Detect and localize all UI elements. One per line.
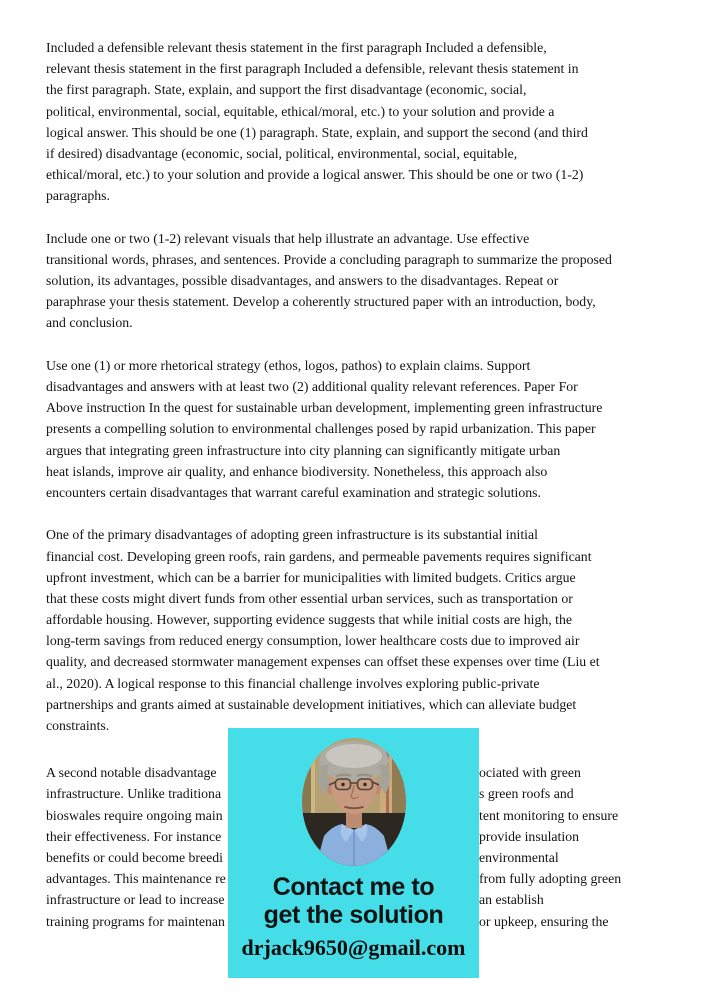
text-line: solution, its advantages, possible disadvantages, and answers to the disadvantages. Repeat or: [46, 273, 559, 289]
text-line: disadvantages and answers with at least two (2) additional quality relevant references. Paper For: [46, 379, 578, 394]
promo-text-line1: Contact me to: [272, 873, 435, 901]
text-line: Above instruction In the quest for sustainable urban development, implementing green infrastructure: [46, 400, 603, 416]
text-line: al., 2020). A logical response to this financial challenge involves exploring public-private: [46, 675, 540, 691]
text-fragment-left: infrastructure or lead to increase: [46, 892, 225, 908]
text-line: ethical/moral, etc.) to your solution and provide a logical answer. This should be one or two (1-2): [46, 167, 584, 183]
tutor-portrait-photo: [302, 738, 406, 866]
text-line: encounters certain disadvantages that warrant careful examination and strategic solutions.: [46, 484, 541, 500]
text-fragment-right: from fully adopting green: [479, 871, 622, 887]
text-line: paraphrase your thesis statement. Develop a coherently structured paper with an introduction, body,: [46, 294, 596, 310]
paragraph-3: [46, 355, 662, 503]
text-fragment-right: s green roofs and: [479, 786, 574, 802]
text-line: partnerships and grants aimed at sustainable development initiatives, which can alleviate budget: [46, 696, 577, 712]
text-line: presents a compelling solution to environmental challenges posed by rapid urbanization. This paper: [46, 421, 596, 437]
paragraph-4: [46, 524, 662, 736]
text-line: One of the primary disadvantages of adopting green infrastructure is its substantial initial: [46, 527, 538, 543]
text-line: political, environmental, social, equitable, ethical/moral, etc.) to your solution and provide a: [46, 103, 555, 119]
text-fragment-left: their effectiveness. For instance: [46, 828, 222, 844]
text-fragment-right: tent monitoring to ensure: [479, 807, 619, 823]
text-fragment-left: benefits or could become breedi: [46, 849, 223, 865]
text-line: logical answer. This should be one (1) paragraph. State, explain, and support the second (and third: [46, 124, 588, 140]
text-line: heat islands, improve air quality, and enhance biodiversity. Nonetheless, this approach also: [46, 463, 548, 479]
text-line: that these costs might divert funds from other essential urban services, such as transportation or: [46, 590, 573, 606]
promo-overlay-card[interactable]: [228, 728, 479, 978]
text-fragment-right: ociated with green: [479, 765, 581, 781]
text-line: transitional words, phrases, and sentences. Provide a concluding paragraph to summarize the proposed: [46, 251, 612, 267]
text-fragment-right: provide insulation: [479, 828, 580, 844]
text-line: if desired) disadvantage (economic, social, political, environmental, social, equitable,: [46, 145, 518, 161]
text-fragment-right: or upkeep, ensuring the: [479, 913, 609, 929]
text-fragment-right: an establish: [479, 892, 544, 908]
text-line: quality, and decreased stormwater management expenses can offset these expenses over time (Liu et: [46, 654, 600, 670]
text-fragment-right: environmental: [479, 849, 559, 865]
text-line: paragraphs.: [46, 188, 110, 204]
text-line: affordable housing. However, supporting evidence suggests that while initial costs are high, the: [46, 612, 573, 628]
portrait-photo-illustration: [302, 738, 406, 866]
text-line: argues that integrating green infrastructure into city planning can significantly mitigate urban: [46, 442, 561, 458]
text-fragment-left: infrastructure. Unlike traditiona: [46, 786, 222, 802]
text-line: and conclusion.: [46, 315, 133, 331]
text-line: the first paragraph. State, explain, and support the first disadvantage (economic, social,: [46, 82, 527, 98]
text-line: Include one or two (1-2) relevant visuals that help illustrate an advantage. Use effective: [46, 230, 530, 246]
text-fragment-left: training programs for maintenan: [46, 913, 225, 929]
text-line: Use one (1) or more rhetorical strategy (ethos, logos, pathos) to explain claims. Support: [46, 357, 531, 373]
paragraph-2: [46, 228, 662, 334]
paragraph-1: [46, 37, 662, 207]
text-fragment-left: A second notable disadvantage: [46, 765, 217, 781]
text-fragment-left: bioswales require ongoing main: [46, 807, 223, 823]
text-line: upfront investment, which can be a barrier for municipalities with limited budgets. Critics argue: [46, 569, 576, 585]
text-line: long-term savings from reduced energy consumption, lower healthcare costs due to improved air: [46, 633, 580, 649]
text-line: financial cost. Developing green roofs, rain gardens, and permeable pavements requires significant: [46, 548, 592, 564]
text-line: relevant thesis statement in the first paragraph Included a defensible, relevant thesis statement in: [46, 61, 579, 77]
text-line: constraints.: [46, 718, 110, 733]
text-fragment-left: advantages. This maintenance re: [46, 871, 226, 887]
promo-text-line2: get the solution: [263, 901, 444, 929]
promo-email[interactable]: drjack9650@gmail.com: [241, 935, 466, 960]
text-line: Included a defensible relevant thesis statement in the first paragraph Included a defensible,: [46, 40, 547, 55]
